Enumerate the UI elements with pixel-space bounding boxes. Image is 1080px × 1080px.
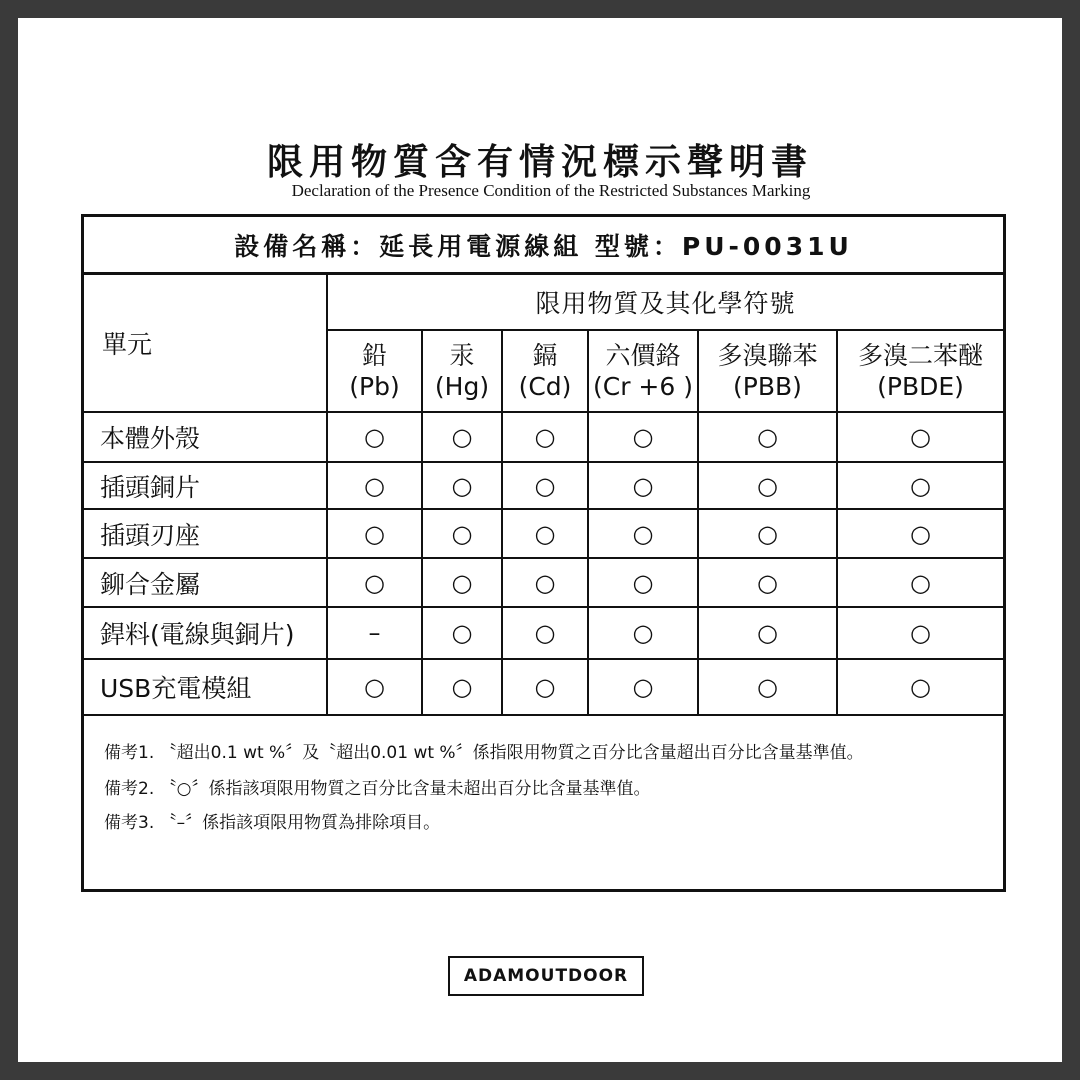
row-label: 鉚合金屬 — [100, 569, 201, 599]
table-cell-mark: ○ — [451, 568, 473, 597]
table-cell-mark: ○ — [632, 471, 654, 500]
table-cell-mark: ○ — [757, 519, 778, 548]
table-cell-mark: ○ — [910, 619, 931, 647]
substance-name: 多溴二苯醚 — [857, 341, 983, 370]
table-cell-mark: ○ — [910, 673, 931, 701]
table-cell-mark: ○ — [534, 423, 556, 451]
table-cell-mark: ○ — [757, 673, 778, 701]
table-cell-mark: ○ — [910, 568, 931, 597]
table-cell-mark: ○ — [451, 619, 473, 647]
table-cell-mark: ○ — [364, 568, 385, 597]
table-cell-mark: ○ — [534, 568, 556, 597]
table-cell-mark: ○ — [534, 519, 556, 548]
table-cell-mark: ○ — [451, 673, 473, 701]
row-label: 銲料(電線與銅片) — [100, 620, 295, 649]
row-label: 插頭刃座 — [100, 520, 201, 550]
table-cell-mark: ○ — [534, 673, 556, 701]
table-cell-mark: ○ — [632, 519, 654, 548]
substance-symbol: (PBDE) — [877, 372, 964, 401]
row-label: 本體外殼 — [100, 424, 201, 453]
substance-header-4 — [699, 331, 836, 411]
substance-header-1 — [423, 331, 501, 411]
table-cell-mark: – — [368, 619, 381, 647]
table-cell-mark: ○ — [757, 619, 778, 647]
substance-header-0 — [328, 331, 421, 411]
substance-header-3 — [589, 331, 697, 411]
equipment-name-line: 設備名稱：延長用電源線組 型號：PU-0031U — [234, 231, 853, 261]
row-label: USB充電模組 — [100, 674, 252, 703]
substance-symbol: (Pb) — [349, 372, 400, 401]
substance-symbol: (Hg) — [434, 372, 490, 401]
substance-symbol: (Cr +6 ) — [593, 372, 693, 401]
document-title: 限用物質含有情況標示聲明書 — [266, 141, 813, 183]
table-cell-mark: ○ — [757, 423, 778, 451]
row-label: 插頭銅片 — [100, 472, 201, 502]
substance-name: 鉛 — [361, 341, 387, 370]
table-cell-mark: ○ — [757, 471, 778, 500]
table-cell-mark: ○ — [364, 673, 385, 701]
substance-name: 汞 — [449, 341, 475, 370]
note-2: 備考2. 〝○〞係指該項限用物質之百分比含量未超出百分比含量基準值。 — [104, 779, 651, 799]
table-cell-mark: ○ — [534, 619, 556, 647]
document-subtitle: Declaration of the Presence Condition of the Restricted Substances Marking — [291, 181, 811, 200]
table-cell-mark: ○ — [451, 519, 473, 548]
unit-header: 單元 — [102, 330, 153, 359]
note-3: 備考3. 〝–〞係指該項限用物質為排除項目。 — [104, 813, 441, 833]
table-cell-mark: ○ — [364, 471, 385, 500]
substance-header-2 — [503, 331, 587, 411]
table-cell-mark: ○ — [632, 568, 654, 597]
table-cell-mark: ○ — [451, 471, 473, 500]
table-cell-mark: ○ — [632, 423, 654, 451]
notes-section — [104, 740, 964, 844]
table-cell-mark: ○ — [910, 423, 931, 451]
table-cell-mark: ○ — [632, 673, 654, 701]
table-cell-mark: ○ — [910, 519, 931, 548]
table-cell-mark: ○ — [451, 423, 473, 451]
substance-symbol: (PBB) — [733, 372, 802, 401]
note-1: 備考1. 〝超出0.1 wt %〞及〝超出0.01 wt %〞係指限用物質之百分比含量超出百分比含量基準值。 — [104, 743, 864, 763]
substance-name: 六價鉻 — [605, 341, 681, 370]
table-cell-mark: ○ — [632, 619, 654, 647]
table-cell-mark: ○ — [534, 471, 556, 500]
table-cell-mark: ○ — [757, 568, 778, 597]
substance-name: 多溴聯苯 — [717, 341, 818, 370]
substance-group-header: 限用物質及其化學符號 — [535, 289, 796, 318]
table-cell-mark: ○ — [364, 519, 385, 548]
substance-symbol: (Cd) — [518, 372, 572, 401]
table-cell-mark: ○ — [364, 423, 385, 451]
brand-logo: ADAMOUTDOOR — [448, 956, 644, 996]
table-cell-mark: ○ — [910, 471, 931, 500]
substance-header-5 — [838, 331, 1003, 411]
substance-name: 鎘 — [532, 341, 558, 370]
